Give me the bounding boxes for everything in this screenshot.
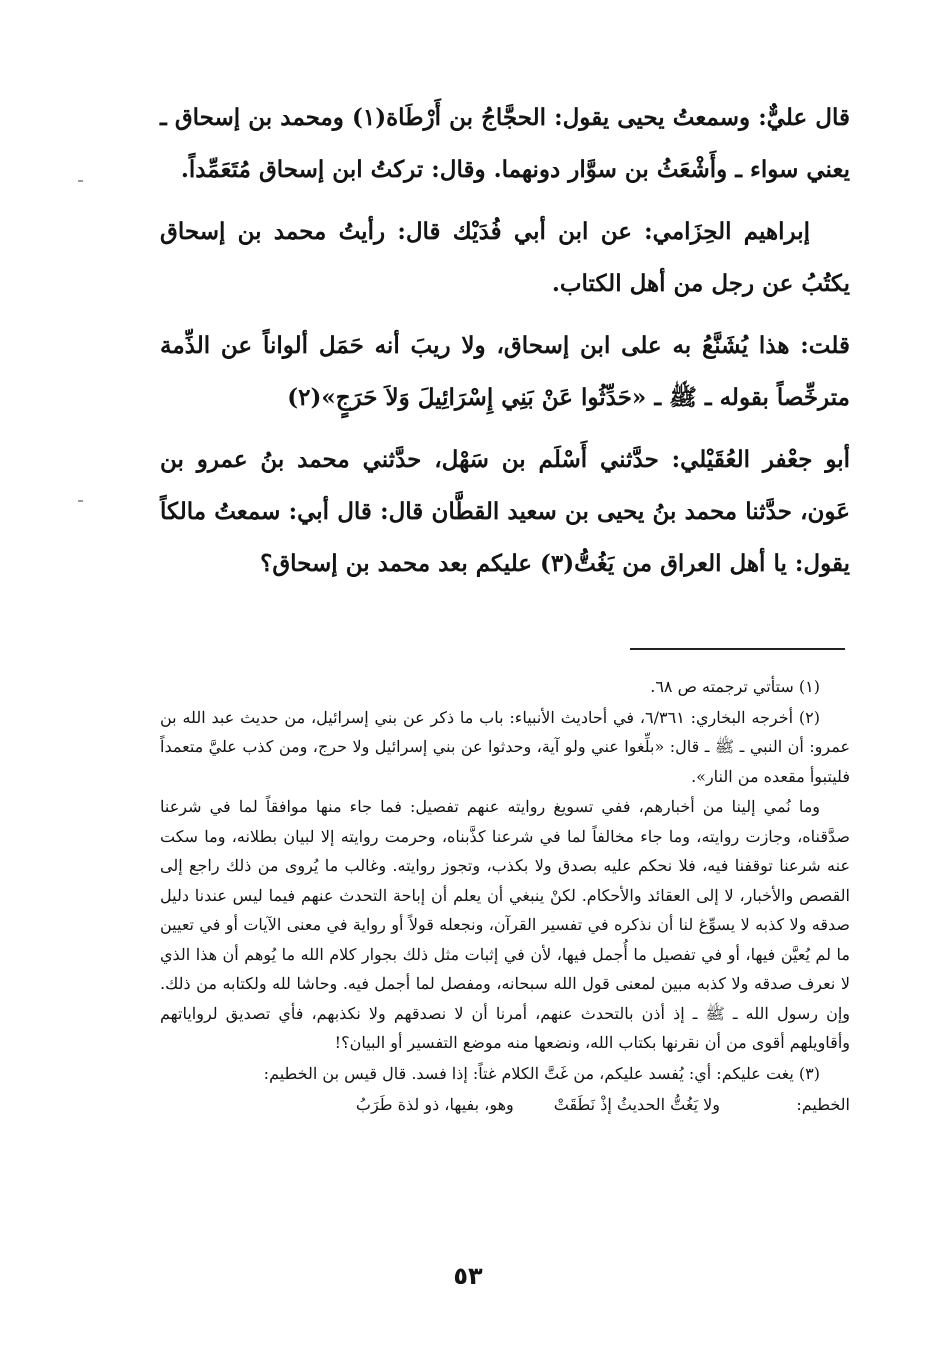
paragraph-2: إبراهيم الحِزَامي: عن ابن أبي فُدَيْك قال: رأيتُ محمد بن إسحاق يكتُبُ عن رجل من أهل الكتاب. (160, 218, 850, 297)
paragraph-3: قلت: هذا يُشَنَّعُ به على ابن إسحاق، ولا ريبَ أنه حَمَل ألواناً عن الذِّمة مترخِّصاً بقوله ـ ﷺ ـ «حَدِّثُوا عَنْ بَنِي إِسْرَائِيلَ وَلاَ حَرَجٍ»(٢) (160, 332, 850, 411)
main-text (160, 92, 850, 600)
verse-second-hemistich: وهو، بفيها، ذو لذة طَرَبُ (355, 1095, 514, 1114)
scan-speck (78, 500, 83, 502)
verse-first-hemistich: ولا يَغُتُّ الحديثُ إذْ نَطَقَتْ (553, 1095, 720, 1114)
footnote-divider (630, 648, 845, 650)
paragraph-1: قال عليٌّ: وسمعتُ يحيى يقول: الحجَّاجُ بن أَرْطَاة(١) ومحمد بن إسحاق ـ يعني سواء ـ وأَشْعَثُ بن سوَّار دونهما. وقال: تركتُ ابن إسحاق مُتَعَمِّداً. (160, 104, 850, 183)
footnote-2-continuation: وما نُمي إلينا من أخبارهم، ففي تسويغ روايته عنهم تفصيل: فما جاء منها موافقاً لما في شرعنا صدَّقناه، وجازت روايته، وما جاء مخالفاً لما في شرعنا كذَّبناه، وحرمت روايته إلا لبيان بطلانه، وما سكت عنه شرعنا توقفنا فيه، فلا نحكم عليه بصدق ولا بكذب، وتجوز روايته. وغالب ما يُروى من ذلك راجع إلى القصص والأخبار، لا إلى العقائد والأحكام. لكنْ ينبغي أن يعلم أن إباحة التحدث عنهم فيما ليس عندنا دليل صدقه ولا كذبه لا يسوِّغ لنا أن نذكره في تفسير القرآن، ونجعله قولاً أو رواية في معنى الآيات أو في تعيين ما لم يُعيَّن فيها، أو في تفصيل ما أُجمل فيها، لأن في إثبات مثل ذلك بجوار كلام الله ما يُوهم أن هذا الذي لا نعرف صدقه ولا كذبه مبين لمعنى قول الله سبحانه، ومفصل لما أجمل فيه. وحاشا لله ولكتابه من ذلك. وإن رسول الله ـ ﷺ ـ إذ أذن بالتحدث عنهم، أمرنا أن لا نصدقهم ولا نكذبهم، فأي تصديق لرواياتهم وأقاويلهم أقوى من أن نقرنها بكتاب الله، ونضعها منه موضع التفسير أو البيان؟! (160, 797, 851, 1052)
poetry-verse (160, 1089, 850, 1121)
verse-lead: الخطيم: (796, 1095, 850, 1114)
footnote-2: (٢) أخرجه البخاري: ٦/٣٦١، في أحاديث الأنبياء: باب ما ذكر عن بني إسرائيل، من حديث عبد الله بن عمرو: أن النبي ـ ﷺ ـ قال: «بلِّغوا عني ولو آية، وحدثوا عن بني إسرائيل ولا حرج، ومن كذب عليَّ متعمداً فليتبوأ مقعده من النار». (160, 707, 850, 786)
footnote-3: (٣) يغت عليكم: أي: يُفسد عليكم، من غَتَّ الكلام غتاً: إذا فسد. قال قيس بن الخطيم: (263, 1063, 820, 1083)
paragraph-4: أبو جعْفر العُقَيْلي: حدَّثني أَسْلَم بن سَهْل، حدَّثني محمد بنُ عمرو بن عَون، حدَّثنا محمد بنُ يحيى بن سعيد القطَّان قال: قال أبي: سمعتُ مالكاً يقول: يا أهل العراق من يَغُتُّ(٣) عليكم بعد محمد بن إسحاق؟ (160, 446, 850, 577)
footnote-1: (١) ستأتي ترجمته ص ٦٨. (650, 677, 820, 696)
scan-speck (78, 180, 83, 182)
footnotes (160, 672, 850, 1121)
page-number: ٥٣ (453, 1262, 483, 1290)
